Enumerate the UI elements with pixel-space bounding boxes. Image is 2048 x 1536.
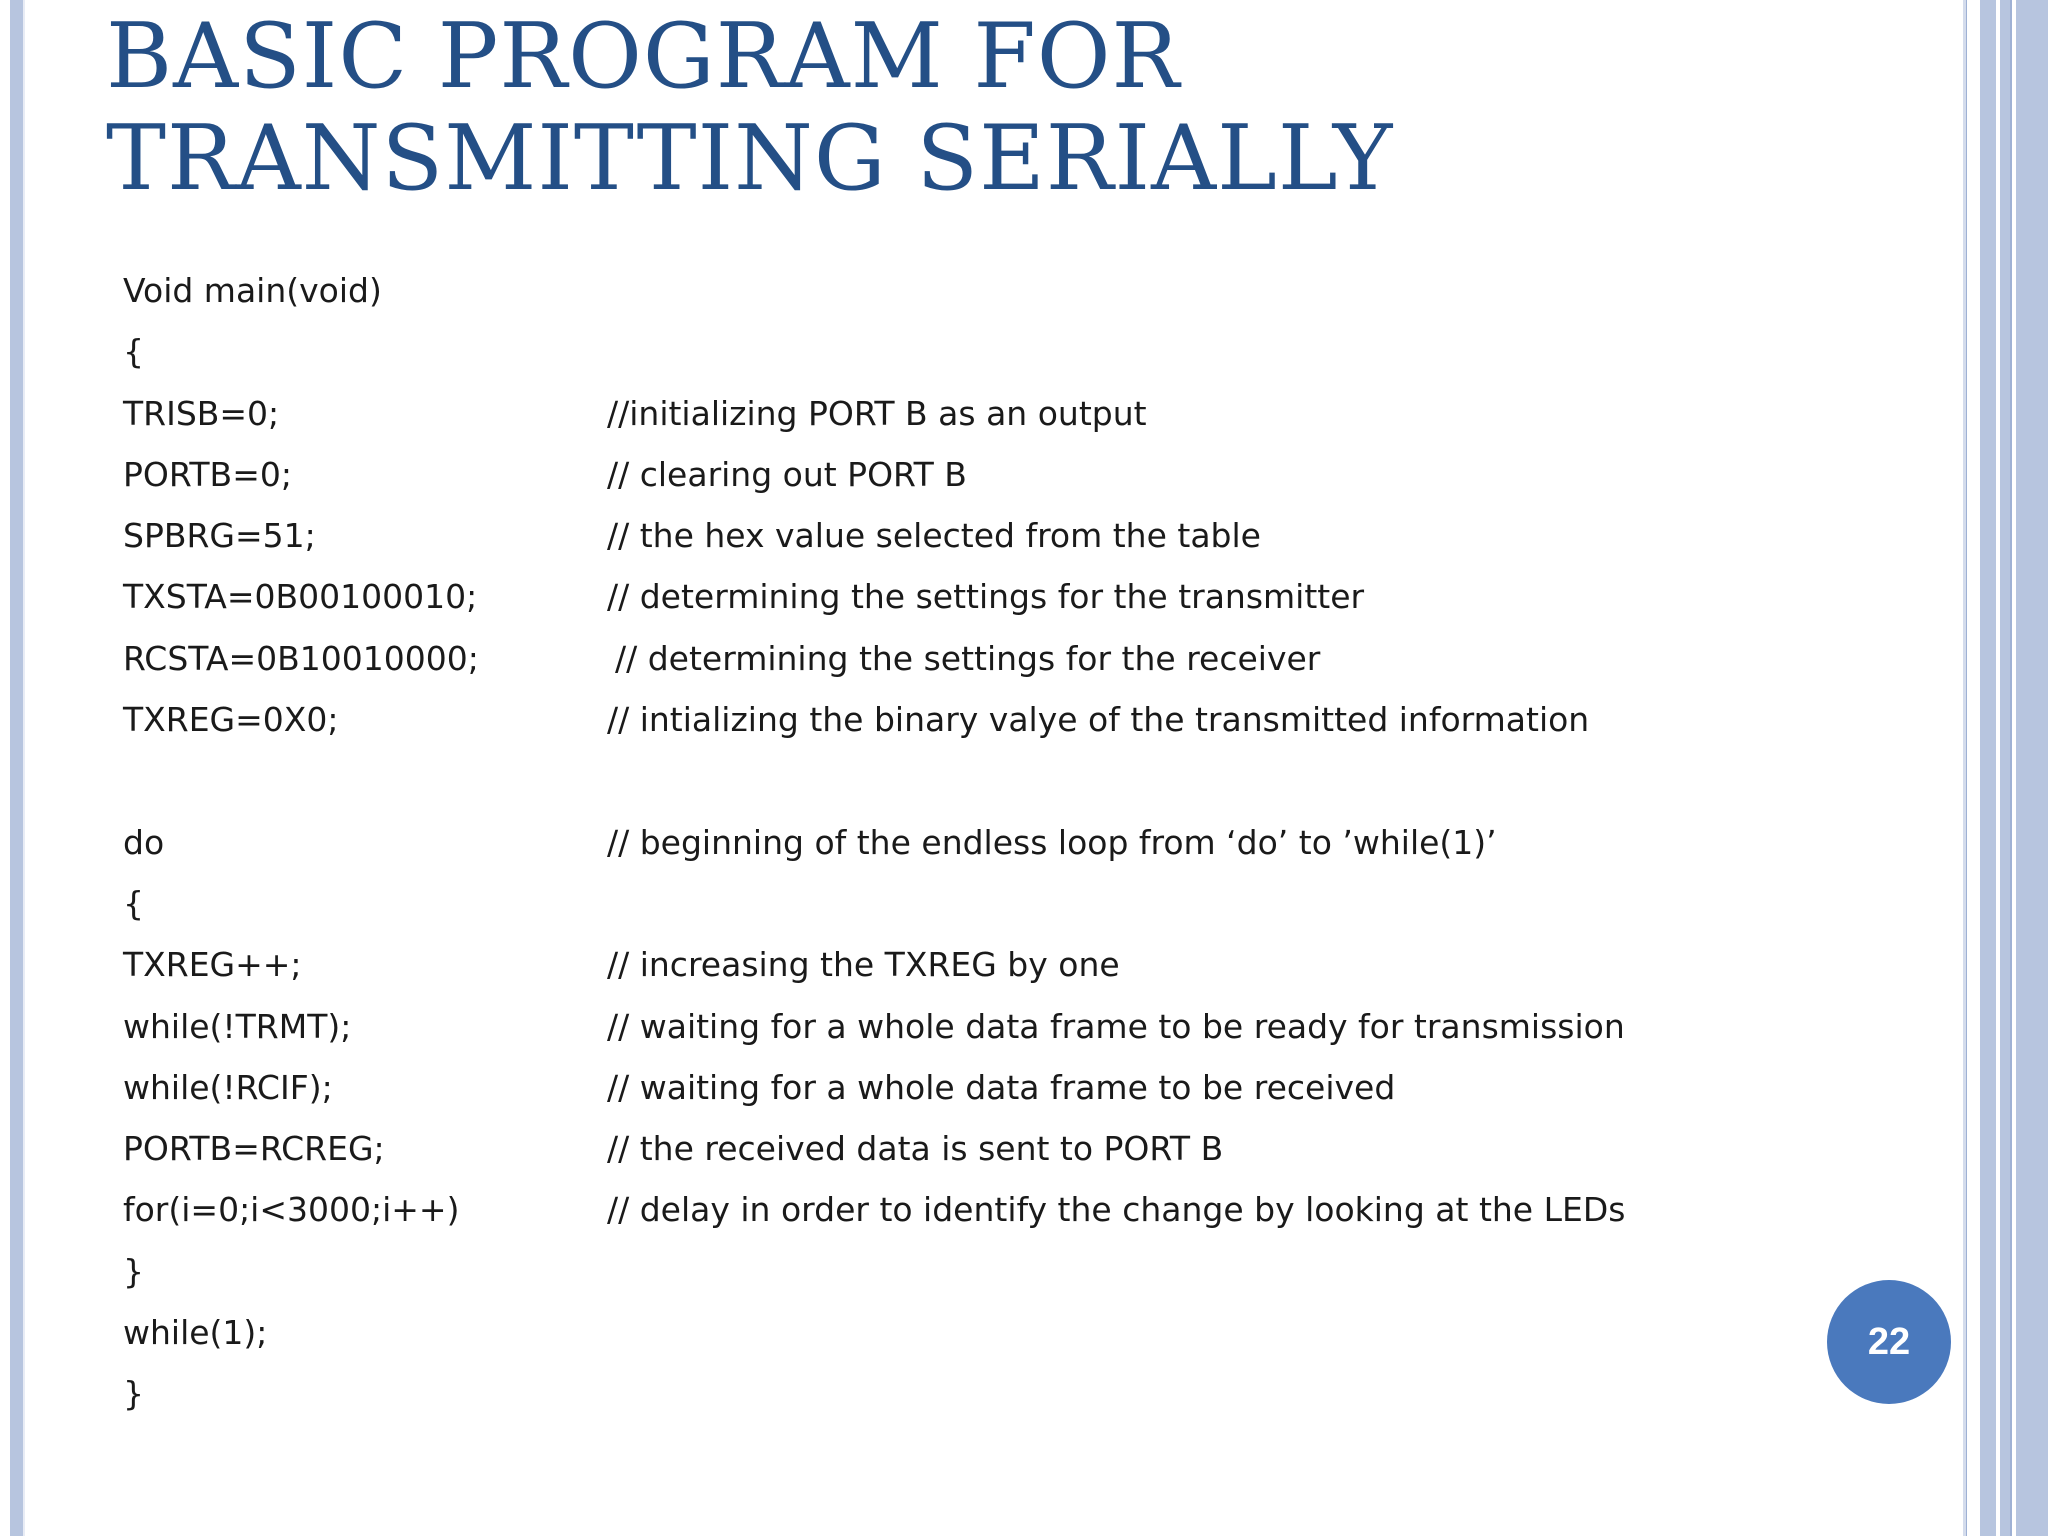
code-line (123, 1061, 1923, 1122)
code-comment: // intializing the binary valye of the transmitted information (607, 700, 1590, 740)
left-frame-line (23, 0, 25, 1536)
code-line (123, 1245, 1923, 1306)
code-comment: // clearing out PORT B (607, 454, 967, 494)
code-line (123, 816, 1923, 877)
right-frame-bar (2016, 0, 2048, 1536)
code-statement: while(!RCIF); (123, 1067, 333, 1107)
code-listing (123, 264, 1923, 1429)
code-statement: PORTB=0; (123, 454, 292, 494)
code-line (123, 570, 1923, 631)
page-number-badge: 22 (1827, 1280, 1951, 1404)
code-line (123, 693, 1923, 754)
code-line (123, 325, 1923, 386)
code-statement: for(i=0;i<3000;i++) (123, 1190, 460, 1230)
code-statement: } (123, 1251, 144, 1291)
code-statement: } (123, 1374, 144, 1414)
code-statement: { (123, 883, 144, 923)
code-comment: // determining the settings for the transmitter (607, 577, 1365, 617)
right-frame-divider (2010, 0, 2012, 1536)
code-line (123, 1183, 1923, 1244)
code-line (123, 632, 1923, 693)
code-statement: TXSTA=0B00100010; (123, 577, 478, 617)
code-line (123, 754, 1923, 815)
code-line (123, 264, 1923, 325)
slide-title: BASIC PROGRAM FOR TRANSMITTING SERIALLY (106, 4, 1394, 211)
code-statement: PORTB=RCREG; (123, 1129, 385, 1169)
code-statement: TRISB=0; (123, 393, 280, 433)
right-frame-bar (2000, 0, 2010, 1536)
code-statement: Void main(void) (123, 271, 382, 310)
code-line (123, 1122, 1923, 1183)
right-frame-bar (1980, 0, 1996, 1536)
code-statement: TXREG=0X0; (123, 700, 339, 740)
code-statement: SPBRG=51; (123, 516, 316, 556)
code-line (123, 1306, 1923, 1367)
code-line (123, 509, 1923, 570)
code-line (123, 877, 1923, 938)
code-statement: do (123, 822, 165, 862)
code-comment: // waiting for a whole data frame to be ready for transmission (607, 1006, 1625, 1046)
code-comment: // waiting for a whole data frame to be received (607, 1067, 1396, 1107)
code-line (123, 938, 1923, 999)
code-statement: { (123, 332, 144, 372)
code-comment: //initializing PORT B as an output (607, 393, 1147, 433)
code-comment: // delay in order to identify the change by looking at the LEDs (607, 1190, 1626, 1230)
code-comment: // beginning of the endless loop from ‘do’ to ’while(1)’ (607, 822, 1497, 862)
code-comment: // determining the settings for the receiver (615, 638, 1321, 678)
code-comment: // the received data is sent to PORT B (607, 1129, 1224, 1169)
left-frame-bar (10, 0, 23, 1536)
code-comment: // the hex value selected from the table (607, 516, 1261, 556)
right-frame-rule (1966, 0, 1967, 1536)
code-line (123, 1367, 1923, 1428)
code-line (123, 448, 1923, 509)
code-line (123, 1000, 1923, 1061)
code-line (123, 387, 1923, 448)
code-statement: TXREG++; (123, 945, 302, 985)
code-statement: RCSTA=0B10010000; (123, 638, 479, 678)
code-comment: // increasing the TXREG by one (607, 945, 1120, 985)
code-statement: while(1); (123, 1313, 268, 1353)
code-statement: while(!TRMT); (123, 1006, 352, 1046)
